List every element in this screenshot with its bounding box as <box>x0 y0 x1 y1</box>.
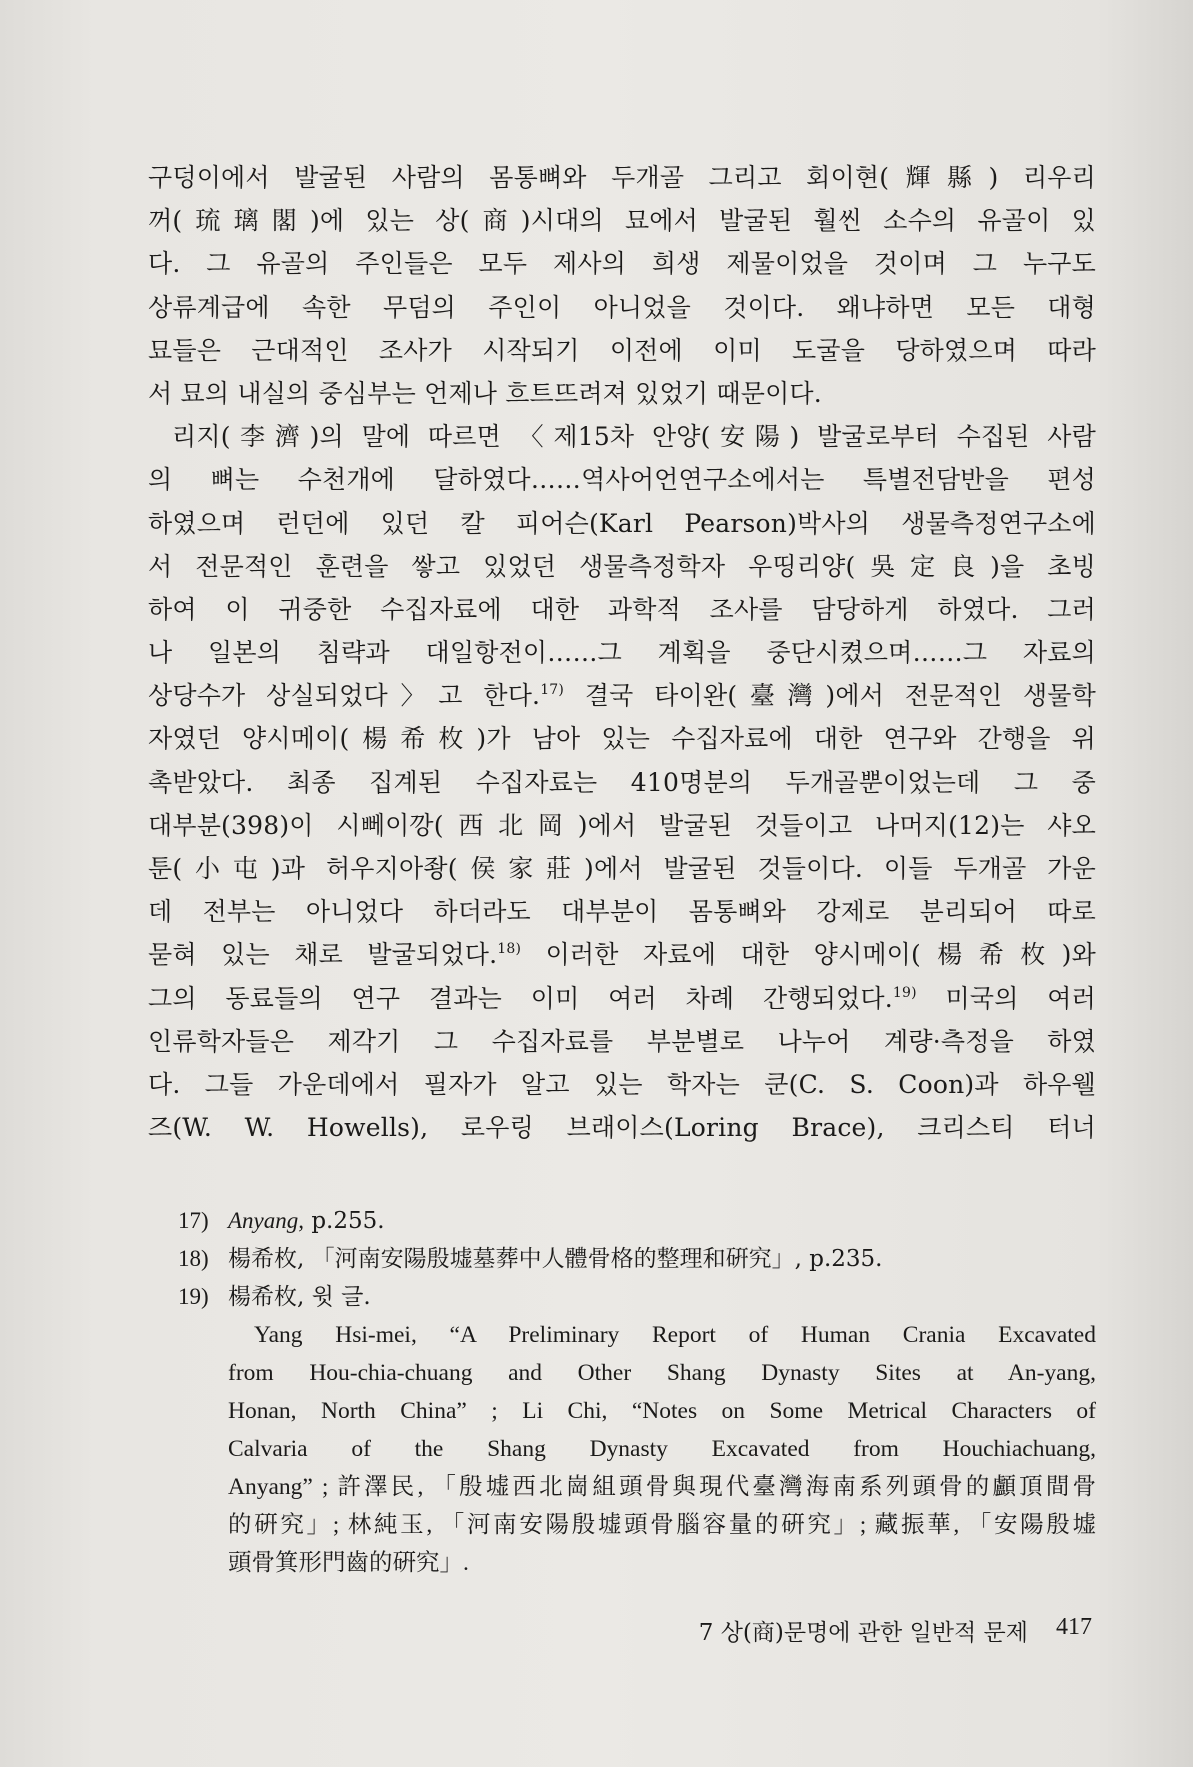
body-line: 하여 이 귀중한 수집자료에 대한 과학적 조사를 담당하게 하였다. 그러 <box>148 594 1096 624</box>
body-line-text: 상당수가 상실되었다〉고 한다. <box>148 681 541 711</box>
body-line: 서 전문적인 훈련을 쌓고 있었던 생물측정학자 우띵리양(吳定良)을 초빙 <box>148 551 1096 581</box>
body-line: 다. 그 유골의 주인들은 모두 제사의 희생 제물이었을 것이며 그 누구도 <box>148 249 1096 279</box>
footnote-line: from Hou-chia-chuang and Other Shang Dynasty Sites at An-yang, <box>228 1360 1096 1386</box>
running-title: 7 상(商)문명에 관한 일반적 문제 <box>698 1620 1028 1646</box>
footnote-line: Honan, North China” ; Li Chi, “Notes on Some Metrical Characters of <box>228 1398 1096 1424</box>
page-number: 417 <box>1056 1614 1092 1640</box>
footnote-line: Anyang” ; 許澤民, 「殷墟西北崗組頭骨與現代臺灣海南系列頭骨的顱頂間骨 <box>228 1474 1096 1500</box>
body-line <box>148 674 1096 717</box>
footnote-ref-19: 19) <box>892 984 917 1001</box>
footnote-number: 17) <box>178 1208 209 1233</box>
body-line <box>148 977 1096 1020</box>
body-text <box>148 156 1096 1149</box>
footnote-number: 19) <box>178 1284 209 1309</box>
body-line: 의 뼈는 수천개에 달하였다……역사어언연구소에서는 특별전담반을 편성 <box>148 465 1096 495</box>
running-footer <box>612 1614 1092 1647</box>
body-line <box>148 933 1096 976</box>
body-line-text: 결국 타이완(臺灣)에서 전문적인 생물학 <box>564 681 1096 711</box>
body-line: 리지(李濟)의 말에 따르면 〈제15차 안양(安陽) 발굴로부터 수집된 사람 <box>172 422 1096 452</box>
footnotes <box>178 1202 1096 1582</box>
footnote-text: 楊希枚, 「河南安陽殷墟墓葬中人體骨格的整理和硏究」, p.235. <box>228 1246 883 1272</box>
body-line: 꺼(琉璃閣)에 있는 상(商)시대의 묘에서 발굴된 훨씬 소수의 유골이 있 <box>148 206 1096 236</box>
footnote-line: 頭骨箕形門齒的硏究」. <box>228 1550 469 1576</box>
footnote-number: 18) <box>178 1246 209 1271</box>
body-line: 하였으며 런던에 있던 칼 피어슨(Karl Pearson)박사의 생물측정연구소에 <box>148 508 1096 538</box>
body-line: 데 전부는 아니었다 하더라도 대부분이 몸통뼈와 강제로 분리되어 따로 <box>148 897 1096 927</box>
footnote-title: Anyang, <box>228 1208 305 1233</box>
body-line: 즈(W. W. Howells), 로우링 브래이스(Loring Brace), 크리스티 터너 <box>148 1113 1096 1143</box>
footnote-17 <box>178 1202 1096 1240</box>
footnote-line: Calvaria of the Shang Dynasty Excavated from Houchiachuang, <box>228 1436 1096 1462</box>
body-line: 인류학자들은 제각기 그 수집자료를 부분별로 나누어 계량·측정을 하였 <box>148 1026 1096 1056</box>
body-line: 대부분(398)이 시뻬이깡(西北岡)에서 발굴된 것들이고 나머지(12)는 샤오 <box>148 810 1096 840</box>
body-line-text: 미국의 여러 <box>916 983 1096 1013</box>
body-line: 촉받았다. 최종 집계된 수집자료는 410명분의 두개골뿐이었는데 그 중 <box>148 767 1096 797</box>
footnote-text: 楊希枚, 윗 글. <box>228 1284 371 1310</box>
body-line: 묘들은 근대적인 조사가 시작되기 이전에 이미 도굴을 당하였으며 따라 <box>148 335 1096 365</box>
footnote-19-continuation <box>178 1316 1096 1582</box>
footnote-ref-17: 17) <box>540 682 565 699</box>
footnote-18 <box>178 1240 1096 1278</box>
footnote-page: p.255. <box>304 1208 385 1234</box>
body-line: 구덩이에서 발굴된 사람의 몸통뼈와 두개골 그리고 회이현(輝縣) 리우리 <box>148 163 1096 192</box>
body-line-text: 그의 동료들의 연구 결과는 이미 여러 차례 간행되었다. <box>148 983 893 1013</box>
body-line: 다. 그들 가운데에서 필자가 알고 있는 학자는 쿤(C. S. Coon)과 하우웰 <box>148 1069 1096 1099</box>
footnote-line: 的硏究」; 林純玉, 「河南安陽殷墟頭骨腦容量的硏究」; 藏振華, 「安陽殷墟 <box>228 1512 1096 1538</box>
body-line-text: 묻혀 있는 채로 발굴되었다. <box>148 940 498 970</box>
footnote-text <box>228 1202 1096 1240</box>
body-line: 서 묘의 내실의 중심부는 언제나 흐트뜨려져 있었기 때문이다. <box>148 378 822 408</box>
footnote-19 <box>178 1278 1096 1316</box>
body-line-text: 이러한 자료에 대한 양시메이(楊希枚)와 <box>521 940 1096 970</box>
body-line: 나 일본의 침략과 대일항전이……그 계획을 중단시켰으며……그 자료의 <box>148 638 1096 668</box>
body-line: 상류계급에 속한 무덤의 주인이 아니었을 것이다. 왜냐하면 모든 대형 <box>148 292 1096 322</box>
footnote-line: Yang Hsi-mei, “A Preliminary Report of Human Crania Excavated <box>254 1322 1096 1348</box>
body-line: 자였던 양시메이(楊希枚)가 남아 있는 수집자료에 대한 연구와 간행을 위 <box>148 724 1096 754</box>
footnote-ref-18: 18) <box>497 941 522 958</box>
body-line: 툰(小屯)과 허우지아좡(侯家莊)에서 발굴된 것들이다. 이들 두개골 가운 <box>148 854 1096 883</box>
